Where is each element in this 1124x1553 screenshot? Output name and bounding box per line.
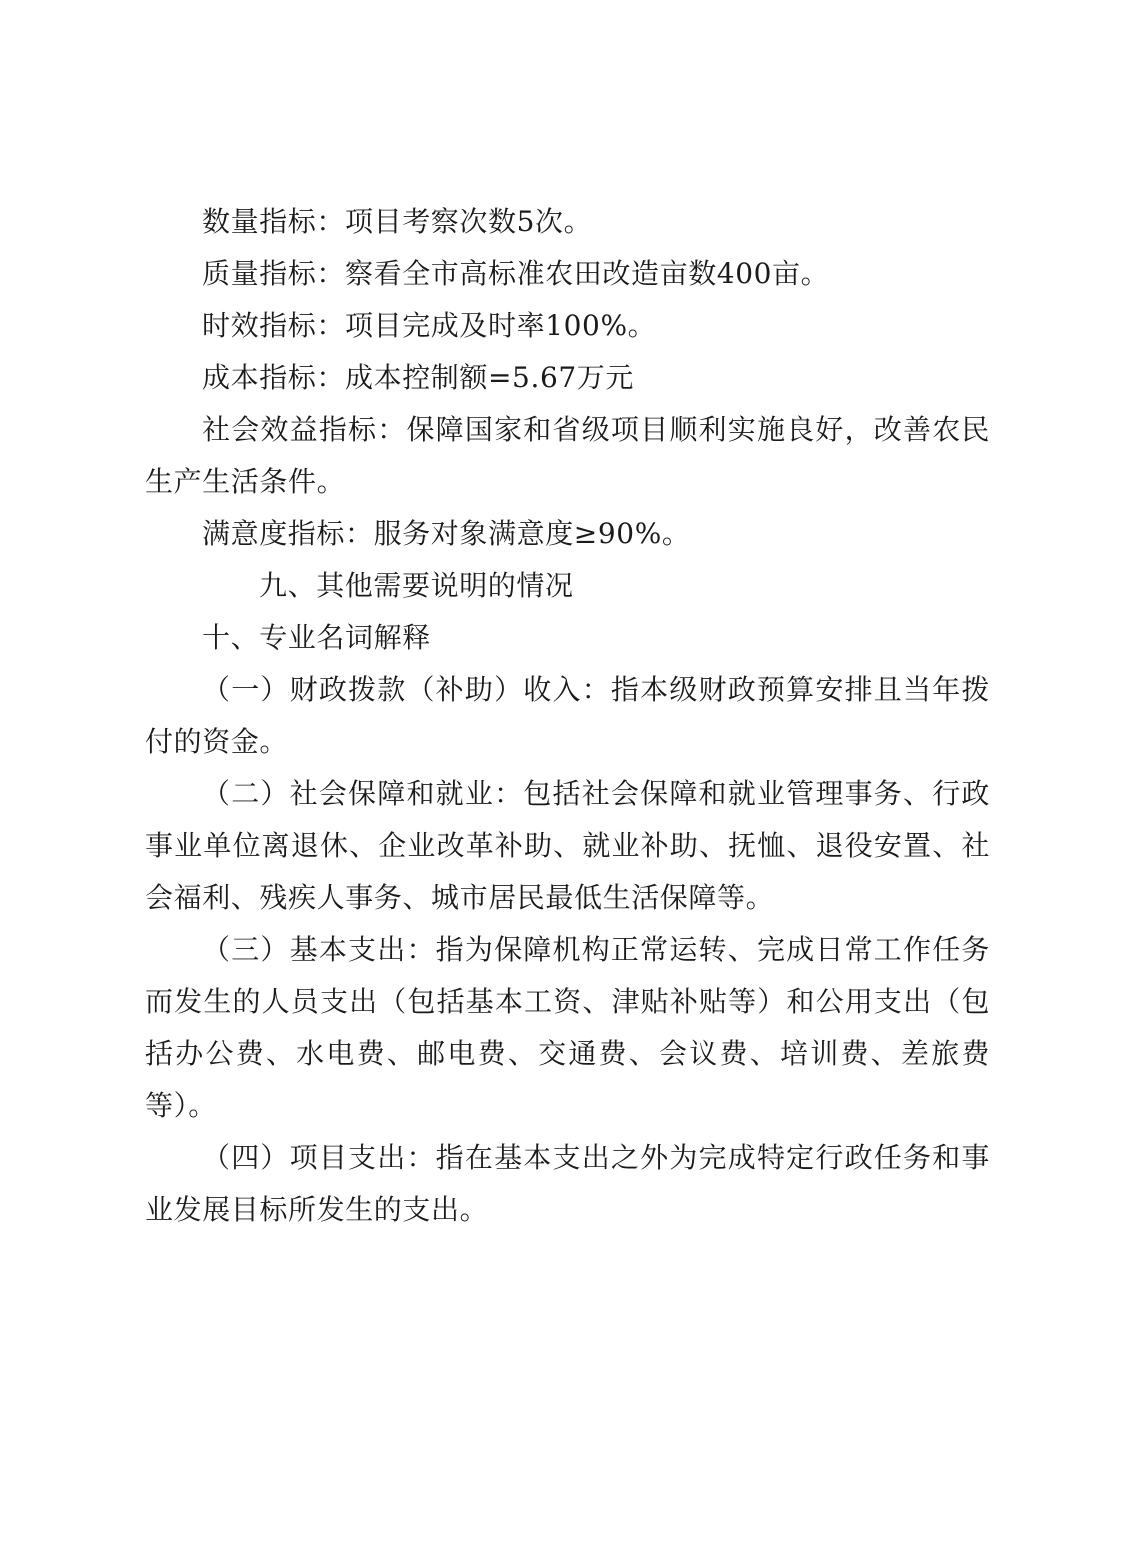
social-benefit-indicator-paragraph: 社会效益指标：保障国家和省级项目顺利实施良好，改善农民生产生活条件。 — [145, 413, 990, 498]
document-body — [145, 196, 990, 1236]
section-heading-nine — [145, 560, 990, 612]
definition-basic-expenditure: （三）基本支出：指为保障机构正常运转、完成日常工作任务而发生的人员支出（包括基本工资、津贴补贴等）和公用支出（包括办公费、水电费、邮电费、交通费、会议费、培训费、差旅费等）。 — [145, 933, 990, 1122]
definition-project-expenditure: （四）项目支出：指在基本支出之外为完成特定行政任务和事业发展目标所发生的支出。 — [145, 1141, 990, 1226]
quality-indicator-paragraph: 质量指标：察看全市高标准农田改造亩数400亩。 — [202, 257, 830, 290]
definition-social-security-employment: （二）社会保障和就业：包括社会保障和就业管理事务、行政事业单位离退休、企业改革补助、就业补助、抚恤、退役安置、社会福利、残疾人事务、城市居民最低生活保障等。 — [145, 777, 990, 914]
definition-fiscal-appropriation: （一）财政拨款（补助）收入：指本级财政预算安排且当年拨付的资金。 — [145, 673, 990, 758]
section-title-nine: 其他需要说明的情况 — [316, 569, 574, 602]
satisfaction-indicator-paragraph: 满意度指标：服务对象满意度≥90%。 — [202, 517, 691, 550]
cost-indicator-paragraph: 成本指标：成本控制额=5.67万元 — [202, 361, 635, 394]
section-number-nine: 九、 — [259, 569, 317, 602]
timeliness-indicator-paragraph: 时效指标：项目完成及时率100%。 — [202, 309, 657, 342]
quantity-indicator-paragraph: 数量指标：项目考察次数5次。 — [202, 205, 593, 238]
section-heading-ten: 十、专业名词解释 — [202, 621, 431, 654]
